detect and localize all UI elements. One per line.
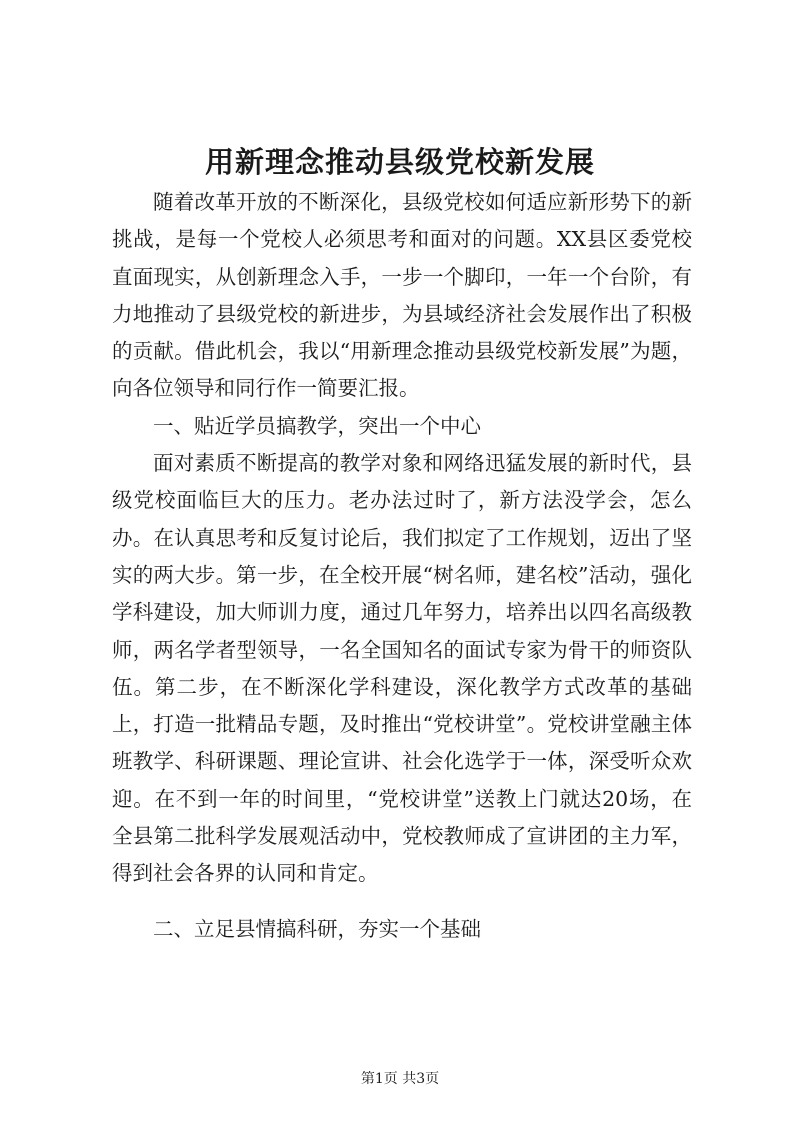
document-body <box>112 184 692 948</box>
intro-paragraph: 随着改革开放的不断深化，县级党校如何适应新形势下的新挑战，是每一个党校人必须思考和面对的问题。XX县区委党校直面现实，从创新理念入手，一步一个脚印，一年一个台阶，有力地推动了县级党校的新进步，为县域经济社会发展作出了积极的贡献。借此机会，我以“用新理念推动县级党校新发展”为题，向各位领导和同行作一简要汇报。 <box>112 190 692 401</box>
section-1-paragraph: 面对素质不断提高的教学对象和网络迅猛发展的新时代，县级党校面临巨大的压力。老办法过时了，新方法没学会，怎么办。在认真思考和反复讨论后，我们拟定了工作规划，迈出了坚实的两大步。第一步，在全校开展“树名师，建名校”活动，强化学科建设，加大师训力度，通过几年努力，培养出以四名高级教师，两名学者型领导，一名全国知名的面试专家为骨干的师资队伍。第二步，在不断深化学科建设，深化教学方式改革的基础上，打造一批精品专题，及时推出“党校讲堂”。党校讲堂融主体班教学、科研课题、理论宣讲、社会化选学于一体，深受听众欢迎。在不到一年的时间里，“党校讲堂”送教上门就达20场，在全县第二批科学发展观活动中，党校教师成了宣讲团的主力军，得到社会各界的认同和肯定。 <box>112 451 692 886</box>
section-spacer <box>112 893 692 911</box>
document-title: 用新理念推动县级党校新发展 <box>204 145 595 179</box>
section-heading-2: 二、立足县情搞科研，夯实一个基础 <box>153 916 481 941</box>
section-heading-1: 一、贴近学员搞教学，突出一个中心 <box>153 413 481 438</box>
page-number: 第1页 共3页 <box>360 1071 440 1087</box>
